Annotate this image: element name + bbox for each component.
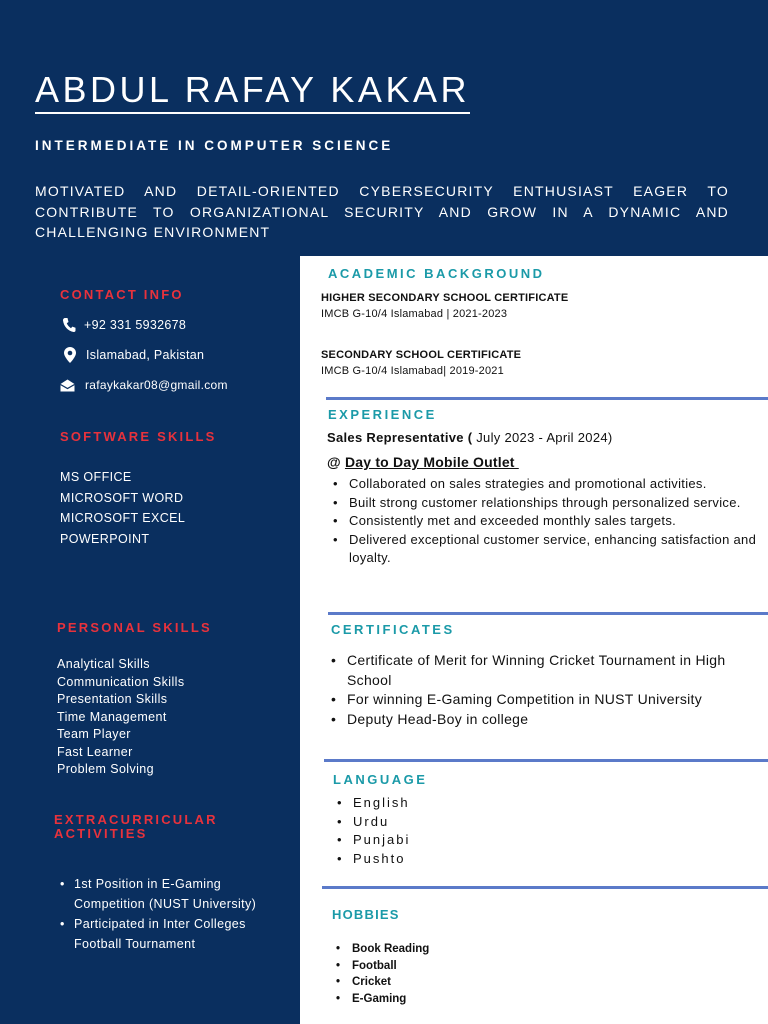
contact-heading: CONTACT INFO bbox=[60, 287, 184, 302]
experience-at: @ bbox=[327, 454, 345, 470]
list-item: • Urdu bbox=[333, 813, 533, 832]
list-item: Presentation Skills bbox=[57, 692, 168, 706]
list-item: • Cricket bbox=[332, 974, 532, 991]
list-item: • Built strong customer relationships through personalized service. bbox=[329, 494, 768, 513]
list-item: • Pushto bbox=[333, 850, 533, 869]
list-item: Fast Learner bbox=[57, 744, 133, 759]
list-item: • 1st Position in E-Gaming Competition (NUST University) bbox=[60, 874, 292, 914]
list-item: • Participated in Inter Colleges Football Tournament bbox=[60, 914, 292, 954]
experience-role: Sales Representative ( bbox=[327, 430, 473, 445]
resume-header bbox=[0, 0, 768, 256]
language-list bbox=[333, 794, 533, 868]
location-pin-icon bbox=[64, 347, 76, 363]
contact-phone-row bbox=[62, 317, 186, 333]
list-item: Problem Solving bbox=[57, 762, 155, 776]
academic-entry-title: HIGHER SECONDARY SCHOOL CERTIFICATE bbox=[321, 292, 569, 304]
experience-heading: EXPERIENCE bbox=[328, 407, 437, 422]
experience-company: Day to Day Mobile Outlet bbox=[344, 454, 519, 470]
contact-phone: +92 331 5932678 bbox=[84, 318, 187, 332]
contact-email-row bbox=[60, 378, 228, 392]
career-summary: MOTIVATED AND DETAIL-ORIENTED CYBERSECURITY ENTHUSIAST EAGER TO CONTRIBUTE TO ORGANIZATIONAL SECURITY AND GROW IN A DYNAMIC AND CHALLENGING ENVIRONMENT bbox=[35, 183, 729, 240]
extracurricular-heading bbox=[54, 813, 218, 841]
academic-entry-detail: IMCB G-10/4 Islamabad| 2019-2021 bbox=[321, 365, 504, 377]
experience-company-line bbox=[327, 454, 519, 470]
certificates-list bbox=[327, 651, 757, 729]
list-item: • English bbox=[333, 794, 533, 813]
software-skills-heading: SOFTWARE SKILLS bbox=[60, 429, 217, 444]
section-divider bbox=[324, 759, 768, 762]
list-item: • For winning E-Gaming Competition in NUST University bbox=[327, 690, 757, 710]
contact-location: Islamabad, Pakistan bbox=[86, 348, 205, 362]
phone-icon bbox=[62, 317, 76, 333]
list-item: Team Player bbox=[57, 727, 131, 741]
language-heading: LANGUAGE bbox=[333, 772, 428, 787]
list-item: Time Management bbox=[57, 709, 167, 724]
list-item: MICROSOFT EXCEL bbox=[60, 511, 186, 525]
contact-email[interactable]: rafaykakar08@gmail.com bbox=[85, 378, 228, 392]
list-item: • Deputy Head-Boy in college bbox=[327, 710, 757, 730]
list-item: • Collaborated on sales strategies and promotional activities. bbox=[329, 475, 768, 494]
academic-entry-title: SECONDARY SCHOOL CERTIFICATE bbox=[321, 349, 522, 361]
list-item: Analytical Skills bbox=[57, 657, 150, 671]
list-item: POWERPOINT bbox=[60, 531, 150, 546]
experience-role-line bbox=[327, 430, 613, 445]
extracurricular-heading-line2: ACTIVITIES bbox=[54, 826, 148, 841]
main-panel bbox=[300, 256, 768, 1024]
list-item: Communication Skills bbox=[57, 674, 185, 689]
list-item: • Football bbox=[332, 958, 532, 975]
section-divider bbox=[326, 397, 768, 400]
candidate-subtitle: INTERMEDIATE IN COMPUTER SCIENCE bbox=[35, 138, 394, 153]
list-item: • Punjabi bbox=[333, 831, 533, 850]
candidate-name: ABDUL RAFAY KAKAR bbox=[35, 70, 470, 114]
hobbies-heading: HOBBIES bbox=[332, 907, 400, 922]
certificates-heading: CERTIFICATES bbox=[331, 622, 455, 637]
academic-heading: ACADEMIC BACKGROUND bbox=[328, 266, 545, 281]
hobbies-list bbox=[332, 941, 532, 1008]
personal-skills-heading: PERSONAL SKILLS bbox=[57, 620, 212, 635]
software-skills-list bbox=[60, 467, 185, 549]
list-item: • Book Reading bbox=[332, 941, 532, 958]
experience-bullets bbox=[329, 475, 768, 568]
contact-location-row bbox=[64, 347, 204, 363]
experience-dates: July 2023 - April 2024) bbox=[472, 430, 613, 445]
list-item: • Consistently met and exceeded monthly sales targets. bbox=[329, 512, 768, 531]
extracurricular-heading-line1: EXTRACURRICULAR bbox=[54, 812, 218, 827]
section-divider bbox=[328, 612, 768, 615]
academic-entry-detail: IMCB G-10/4 Islamabad | 2021-2023 bbox=[321, 308, 508, 320]
list-item: • E-Gaming bbox=[332, 991, 532, 1008]
envelope-icon bbox=[60, 379, 75, 392]
section-divider bbox=[322, 886, 768, 889]
list-item: • Certificate of Merit for Winning Cricket Tournament in High School bbox=[327, 651, 757, 690]
list-item: MICROSOFT WORD bbox=[60, 490, 184, 505]
list-item: • Delivered exceptional customer service, enhancing satisfaction and loyalty. bbox=[329, 531, 768, 568]
list-item: MS OFFICE bbox=[60, 470, 132, 484]
personal-skills-list bbox=[57, 656, 184, 779]
extracurricular-list bbox=[60, 874, 292, 954]
